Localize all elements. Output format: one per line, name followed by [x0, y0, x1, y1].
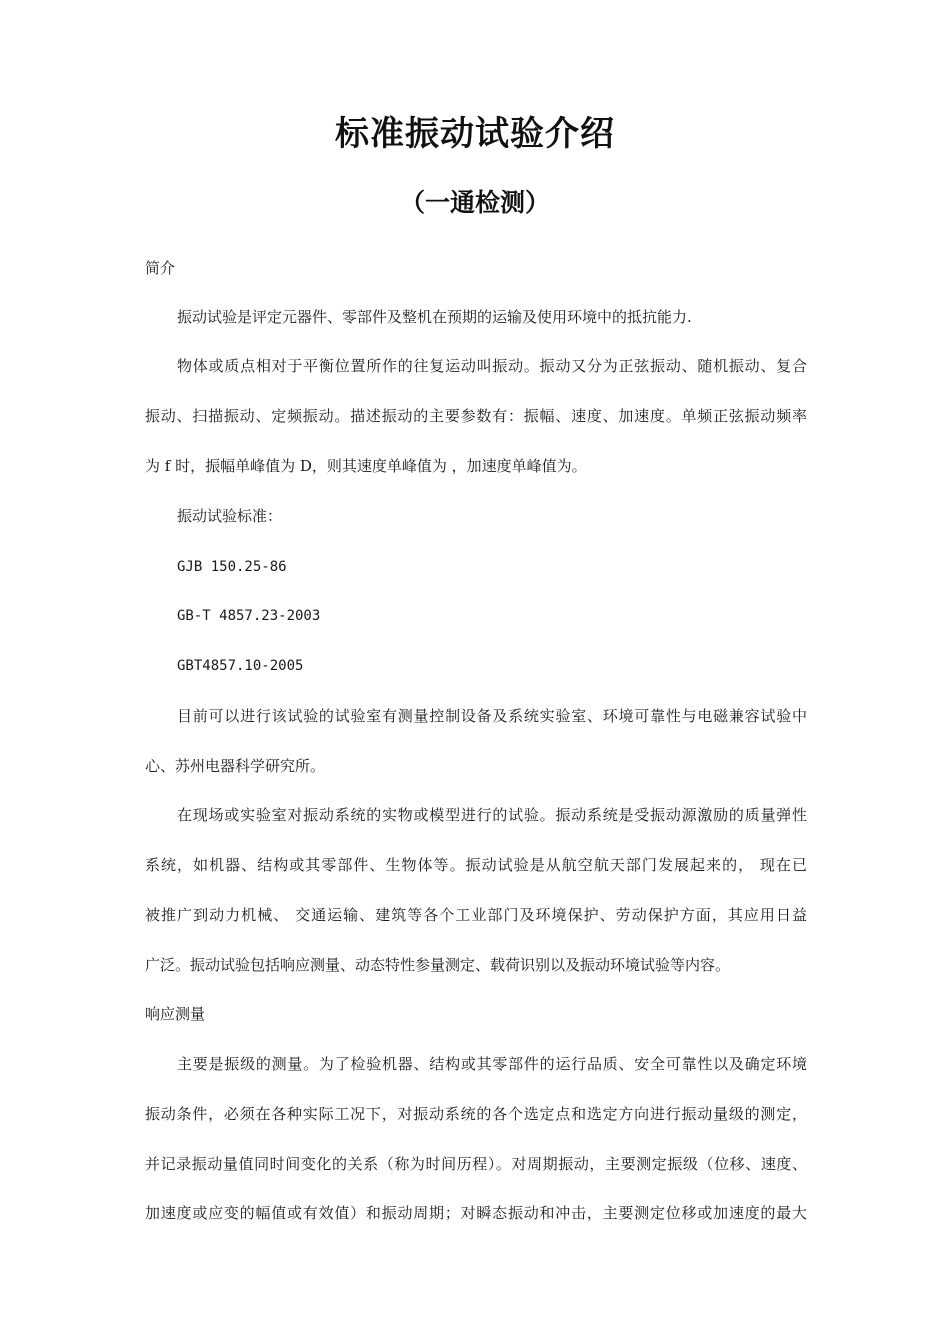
- paragraph-line: 加速度或应变的幅值或有效值）和振动周期；对瞬态振动和冲击，主要测定位移或加速度的最大: [145, 1204, 807, 1222]
- document-title: 标准振动试验介绍: [335, 114, 615, 154]
- paragraph-line: 物体或质点相对于平衡位置所作的往复运动叫振动。振动又分为正弦振动、随机振动、复合: [177, 357, 807, 375]
- document-subtitle: （一通检测）: [399, 188, 550, 217]
- standard-code: GBT4857.10-2005: [177, 658, 304, 674]
- standard-code: GJB 150.25-86: [177, 559, 287, 575]
- paragraph-line: 为 f 时，振幅单峰值为 D，则其速度单峰值为 ，加速度单峰值为。: [145, 457, 587, 475]
- paragraph-line: 主要是振级的测量。为了检验机器、结构或其零部件的运行品质、安全可靠性以及确定环境: [177, 1055, 807, 1073]
- paragraph-line: 振动条件，必须在各种实际工况下，对振动系统的各个选定点和选定方向进行振动量级的测定，: [145, 1105, 807, 1123]
- paragraph-line: 广泛。振动试验包括响应测量、动态特性参量测定、载荷识别以及振动环境试验等内容。: [145, 956, 731, 974]
- paragraph-line: 振动试验标准：: [177, 507, 283, 525]
- standard-code: GB-T 4857.23-2003: [177, 608, 321, 624]
- paragraph-line: 心、苏州电器科学研究所。: [145, 757, 326, 775]
- paragraph-line: 振动试验是评定元器件、零部件及整机在预期的运输及使用环境中的抵抗能力.: [177, 308, 692, 326]
- paragraph-line: 系统，如机器、结构或其零部件、生物体等。振动试验是从航空航天部门发展起来的， 现在已: [145, 856, 807, 874]
- paragraph-line: 被推广到动力机械、 交通运输、建筑等各个工业部门及环境保护、劳动保护方面，其应用日益: [145, 906, 807, 924]
- paragraph-line: 并记录振动量值同时间变化的关系（称为时间历程）。对周期振动，主要测定振级（位移、速度、: [145, 1155, 807, 1173]
- paragraph-line: 振动、扫描振动、定频振动。描述振动的主要参数有：振幅、速度、加速度。单频正弦振动频率: [145, 407, 807, 425]
- section-heading-intro: 简介: [145, 259, 176, 277]
- section-heading-response: 响应测量: [145, 1005, 206, 1023]
- paragraph-line: 目前可以进行该试验的试验室有测量控制设备及系统实验室、环境可靠性与电磁兼容试验中: [177, 707, 807, 725]
- paragraph-line: 在现场或实验室对振动系统的实物或模型进行的试验。振动系统是受振动源激励的质量弹性: [177, 806, 807, 824]
